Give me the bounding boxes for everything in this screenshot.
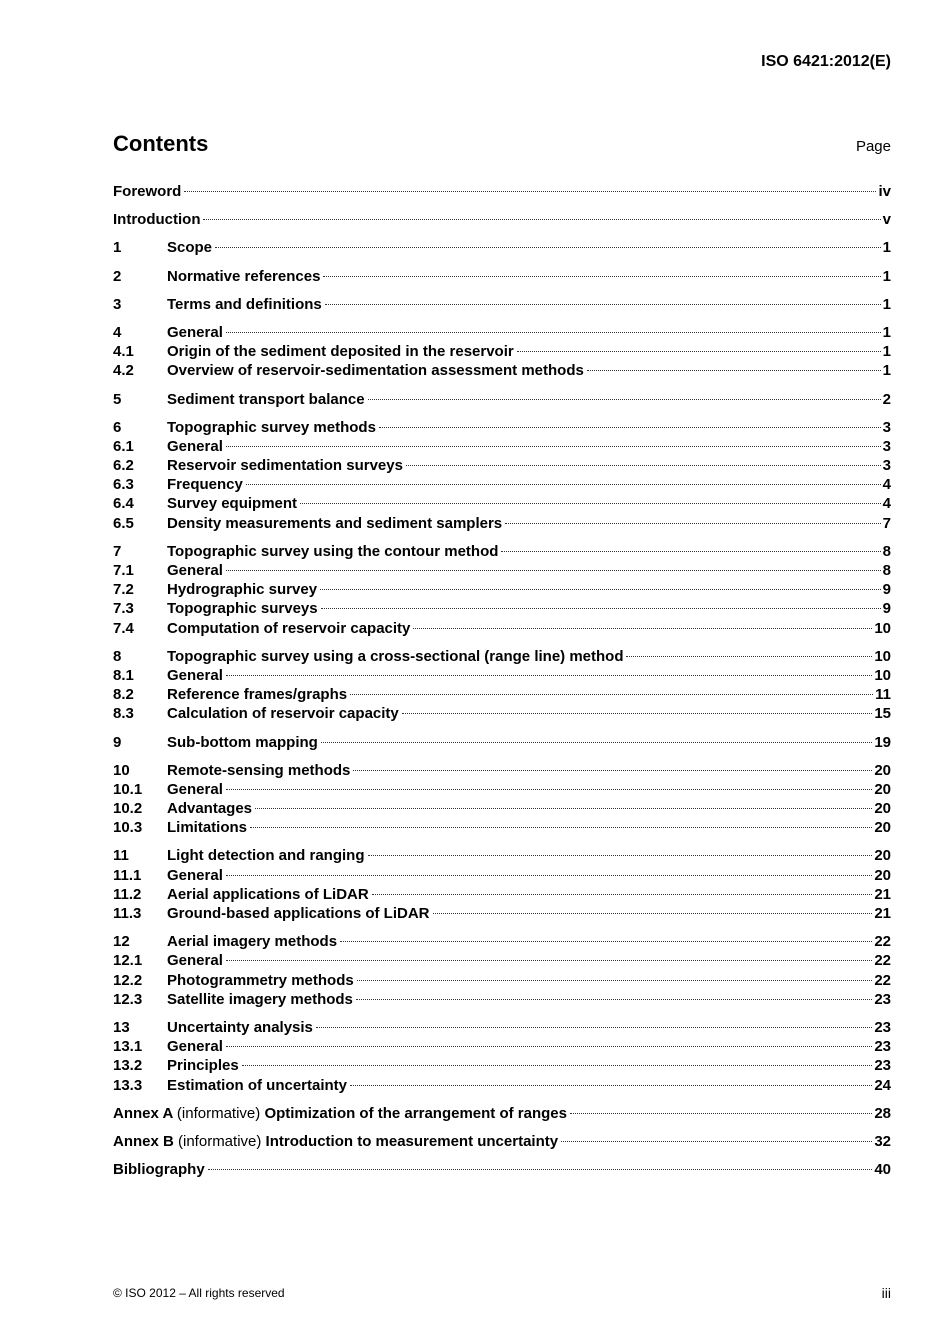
toc-entry-number: 7.3 — [113, 600, 134, 618]
toc-entry[interactable] — [113, 361, 891, 380]
toc-entry-title-text: Density measurements and sediment samplers — [167, 514, 503, 532]
dot-leader — [413, 628, 872, 629]
toc-entry-title-text: General — [167, 437, 223, 455]
toc-entry[interactable] — [113, 182, 891, 201]
toc-entry-title — [167, 418, 376, 437]
toc-group — [113, 295, 891, 314]
toc-entry-number: 8 — [113, 647, 122, 665]
toc-entry-title — [167, 475, 243, 494]
toc-entry-page: 11 — [875, 686, 891, 704]
toc-entry[interactable] — [113, 799, 891, 818]
toc-entry-subtitle: Introduction to measurement uncertainty — [265, 1132, 559, 1150]
toc-entry-title — [167, 761, 350, 780]
toc-entry[interactable] — [113, 846, 891, 865]
toc-entry-title-text: Estimation of uncertainty — [167, 1076, 348, 1094]
dot-leader — [226, 875, 872, 876]
toc-entry-number: 4.2 — [113, 362, 134, 380]
toc-entry-page: 4 — [882, 476, 891, 494]
page-title: Contents — [113, 131, 209, 156]
toc-entry-title-text: General — [167, 666, 223, 684]
toc-entry-title-text: General — [167, 323, 223, 341]
toc-entry[interactable] — [113, 599, 891, 618]
toc-entry-title-text: Annex B — [113, 1132, 174, 1150]
toc-entry-page: 20 — [874, 800, 891, 818]
toc-entry[interactable] — [113, 904, 891, 923]
toc-entry-title-text: Aerial imagery methods — [167, 933, 338, 951]
toc-entry[interactable] — [113, 647, 891, 666]
toc-entry[interactable] — [113, 666, 891, 685]
toc-entry[interactable] — [113, 542, 891, 561]
toc-group — [113, 1132, 891, 1151]
toc-entry[interactable] — [113, 866, 891, 885]
toc-entry-title-text: Uncertainty analysis — [167, 1018, 313, 1036]
dot-leader — [226, 960, 872, 961]
toc-group — [113, 418, 891, 533]
toc-entry-title — [167, 990, 353, 1009]
toc-entry-title — [167, 323, 223, 342]
toc-entry-page: 1 — [882, 323, 891, 341]
toc-entry[interactable] — [113, 780, 891, 799]
toc-entry[interactable] — [113, 818, 891, 837]
toc-entry-title — [167, 799, 252, 818]
dot-leader — [357, 980, 873, 981]
toc-entry-title — [167, 951, 223, 970]
toc-entry-page: 10 — [874, 619, 891, 637]
toc-entry-title-text: Annex A — [113, 1104, 173, 1122]
toc-entry-title — [167, 619, 410, 638]
toc-entry-title-text: Sediment transport balance — [167, 390, 365, 408]
toc-entry-title-text: Computation of reservoir capacity — [167, 619, 411, 637]
toc-entry-page: 19 — [874, 733, 891, 751]
toc-entry-title — [167, 932, 337, 951]
toc-entry-page: 1 — [882, 295, 891, 313]
toc-entry[interactable] — [113, 685, 891, 704]
toc-entry-number: 7.2 — [113, 581, 134, 599]
toc-entry-number: 12.3 — [113, 990, 143, 1008]
toc-entry-page: 8 — [882, 542, 891, 560]
dot-leader — [353, 770, 872, 771]
toc-entry[interactable] — [113, 761, 891, 780]
dot-leader — [250, 827, 872, 828]
toc-group — [113, 210, 891, 229]
toc-entry-title — [113, 1104, 567, 1123]
toc-entry-number: 12 — [113, 933, 130, 951]
toc-entry-number: 7.4 — [113, 619, 134, 637]
toc-entry-title — [167, 561, 223, 580]
toc-entry-title-text: Aerial applications of LiDAR — [167, 885, 369, 903]
toc-entry-title-text: Satellite imagery methods — [167, 990, 353, 1008]
toc-entry-title-text: General — [167, 952, 223, 970]
toc-entry[interactable] — [113, 1076, 891, 1095]
toc-entry-title-text: Photogrammetry methods — [167, 971, 354, 989]
toc-entry[interactable] — [113, 990, 891, 1009]
toc-group — [113, 182, 891, 201]
dot-leader — [626, 656, 872, 657]
toc-group — [113, 238, 891, 257]
dot-leader — [300, 503, 881, 504]
toc-entry-page: 4 — [882, 495, 891, 513]
dot-leader — [208, 1169, 873, 1170]
toc-entry[interactable] — [113, 514, 891, 533]
toc-entry-number: 7.1 — [113, 562, 134, 579]
toc-entry[interactable] — [113, 238, 891, 257]
toc-entry-title — [167, 542, 498, 561]
toc-entry[interactable] — [113, 932, 891, 951]
dot-leader — [368, 855, 873, 856]
toc-entry[interactable] — [113, 1132, 891, 1151]
dot-leader — [570, 1113, 872, 1114]
toc-entry-title — [167, 866, 223, 885]
toc-entry-number: 13 — [113, 1018, 130, 1036]
toc-entry-page: 32 — [874, 1132, 891, 1150]
toc-entry-number: 6.5 — [113, 514, 134, 532]
toc-entry-number: 13.3 — [113, 1076, 143, 1094]
toc-entry-title-text: General — [167, 780, 223, 798]
toc-entry-title — [167, 514, 502, 533]
toc-entry-title — [167, 456, 403, 475]
dot-leader — [406, 465, 881, 466]
toc-entry[interactable] — [113, 1056, 891, 1075]
toc-entry-page: 21 — [874, 885, 891, 903]
toc-entry-title — [167, 885, 369, 904]
toc-entry-page: 7 — [882, 514, 891, 532]
toc-entry[interactable] — [113, 418, 891, 437]
dot-leader — [517, 351, 881, 352]
toc-entry[interactable] — [113, 1104, 891, 1123]
toc-entry-number: 6.3 — [113, 476, 134, 494]
toc-entry-title-text: Hydrographic survey — [167, 581, 318, 599]
dot-leader — [226, 675, 872, 676]
toc-entry[interactable] — [113, 1018, 891, 1037]
dot-leader — [350, 1085, 872, 1086]
toc-entry-page: 1 — [882, 267, 891, 285]
dot-leader — [325, 304, 881, 305]
toc-entry-title-text: Topographic survey using the contour method — [167, 542, 499, 560]
toc-entry[interactable] — [113, 561, 891, 580]
toc-entry-page: 23 — [874, 1057, 891, 1075]
toc-entry-number: 7 — [113, 542, 122, 560]
toc-group — [113, 1104, 891, 1123]
toc-entry-page: iv — [878, 183, 891, 200]
dot-leader — [226, 1046, 872, 1047]
toc-entry[interactable] — [113, 971, 891, 990]
copyright-notice: © ISO 2012 – All rights reserved — [113, 1286, 285, 1300]
toc-entry-title — [167, 780, 223, 799]
toc-entry-title-text: Topographic survey using a cross-sectional (range line) method — [167, 647, 624, 665]
toc-entry-title-text: Scope — [167, 239, 213, 257]
page-column-label: Page — [855, 138, 891, 155]
toc-entry-page: 28 — [874, 1104, 891, 1122]
toc-entry-number: 11.3 — [113, 905, 142, 922]
toc-entry-page: 9 — [882, 581, 891, 599]
toc-group — [113, 323, 891, 381]
toc-entry-title — [167, 295, 322, 314]
toc-entry-title — [113, 210, 200, 229]
toc-entry-page: 22 — [874, 971, 891, 989]
dot-leader — [561, 1141, 872, 1142]
toc-entry-title-text: Reservoir sedimentation surveys — [167, 457, 403, 475]
toc-entry-title — [167, 1018, 313, 1037]
toc-entry[interactable] — [113, 1160, 891, 1179]
toc-group — [113, 1018, 891, 1095]
toc-entry-title — [167, 971, 354, 990]
toc-entry-page: 8 — [882, 562, 891, 579]
toc-entry[interactable] — [113, 580, 891, 599]
toc-entry[interactable] — [113, 323, 891, 342]
toc-entry-title-text: Introduction — [113, 211, 201, 229]
toc-entry-title — [167, 1076, 347, 1095]
toc-entry[interactable] — [113, 267, 891, 286]
toc-entry-note: (informative) — [176, 1104, 261, 1122]
toc-entry-number: 10.3 — [113, 819, 143, 837]
toc-entry-title — [167, 704, 399, 723]
toc-entry-title — [167, 361, 584, 380]
toc-entry-number: 11 — [113, 847, 129, 865]
toc-entry-title-text: General — [167, 562, 223, 579]
toc-entry-page: 23 — [874, 990, 891, 1008]
dot-leader — [242, 1065, 873, 1066]
toc-group — [113, 542, 891, 638]
toc-entry-title — [167, 267, 320, 286]
dot-leader — [368, 399, 881, 400]
toc-entry-number: 2 — [113, 267, 122, 285]
toc-entry[interactable] — [113, 619, 891, 638]
toc-entry-title — [167, 599, 318, 618]
toc-entry-number: 9 — [113, 733, 122, 751]
toc-entry-page: 15 — [874, 705, 891, 723]
toc-entry-number: 13.2 — [113, 1057, 143, 1075]
dot-leader — [203, 219, 880, 220]
dot-leader — [246, 484, 881, 485]
toc-entry-title-text: Remote-sensing methods — [167, 761, 351, 779]
toc-entry-title — [167, 580, 317, 599]
toc-entry-title — [167, 437, 223, 456]
toc-entry-note: (informative) — [178, 1132, 262, 1150]
toc-entry-title — [113, 1160, 205, 1179]
dot-leader — [356, 999, 872, 1000]
toc-entry-page: 1 — [882, 362, 891, 380]
toc-entry-title-text: Overview of reservoir-sedimentation assessment methods — [167, 362, 584, 380]
toc-group — [113, 846, 891, 923]
toc-entry-title — [167, 685, 347, 704]
toc-entry-page: 23 — [874, 1038, 891, 1056]
toc-entry[interactable] — [113, 951, 891, 970]
toc-entry-number: 8.1 — [113, 666, 134, 684]
dot-leader — [226, 570, 881, 571]
toc-entry-page: 1 — [882, 239, 891, 257]
dot-leader — [226, 446, 881, 447]
toc-entry-number: 3 — [113, 295, 122, 313]
dot-leader — [321, 608, 881, 609]
dot-leader — [433, 913, 873, 914]
toc-entry-number: 10 — [113, 761, 130, 779]
toc-entry[interactable] — [113, 342, 891, 361]
dot-leader — [587, 370, 881, 371]
toc-entry-page: 3 — [882, 457, 891, 475]
toc-entry-page: 21 — [874, 905, 891, 922]
toc-entry[interactable] — [113, 475, 891, 494]
toc-entry-title — [167, 818, 247, 837]
toc-entry-title-text: Light detection and ranging — [167, 847, 365, 865]
toc-entry-title — [167, 390, 365, 409]
toc-entry-title — [167, 647, 623, 666]
toc-entry-page: 10 — [874, 666, 891, 684]
toc-entry-title-text: Ground-based applications of LiDAR — [167, 905, 430, 922]
toc-entry-number: 6.4 — [113, 495, 134, 513]
toc-entry-page: 10 — [874, 647, 891, 665]
toc-entry-title-text: Reference frames/graphs — [167, 686, 348, 704]
toc-entry-page: 20 — [874, 761, 891, 779]
dot-leader — [505, 523, 881, 524]
toc-entry-number: 11.2 — [113, 885, 142, 903]
toc-entry-title-text: Frequency — [167, 476, 243, 494]
toc-entry-title — [167, 733, 318, 752]
toc-entry-number: 5 — [113, 390, 122, 408]
toc-entry-title-text: Survey equipment — [167, 495, 298, 513]
toc-entry-number: 8.2 — [113, 686, 134, 704]
toc-group — [113, 932, 891, 1009]
dot-leader — [402, 713, 873, 714]
page-number: iii — [881, 1285, 891, 1301]
toc-entry-page: 23 — [874, 1018, 891, 1036]
toc-entry[interactable] — [113, 437, 891, 456]
toc-entry-title-text: Topographic survey methods — [167, 418, 376, 436]
toc-entry-page: 20 — [874, 866, 891, 884]
toc-entry-number: 12.1 — [113, 952, 143, 970]
dot-leader — [340, 941, 872, 942]
toc-entry-page: 1 — [882, 343, 891, 361]
dot-leader — [226, 332, 881, 333]
dot-leader — [316, 1027, 872, 1028]
toc-entry[interactable] — [113, 494, 891, 513]
toc-entry-page: 20 — [874, 847, 891, 865]
toc-entry-page: 9 — [882, 600, 891, 618]
toc-entry-title — [167, 238, 212, 257]
toc-entry-title — [167, 666, 223, 685]
toc-entry-title — [167, 1056, 239, 1075]
toc-entry-title — [113, 182, 181, 201]
toc-entry[interactable] — [113, 210, 891, 229]
toc-entry-page: 2 — [882, 390, 891, 408]
toc-entry[interactable] — [113, 704, 891, 723]
toc-group — [113, 733, 891, 752]
toc-entry-title-text: Normative references — [167, 267, 321, 285]
toc-entry-number: 10.1 — [113, 780, 143, 798]
toc-entry-number: 13.1 — [113, 1038, 143, 1056]
toc-group — [113, 647, 891, 724]
dot-leader — [501, 551, 880, 552]
toc-entry-page: 3 — [882, 418, 891, 436]
toc-entry-title-text: Terms and definitions — [167, 295, 322, 313]
toc-entry[interactable] — [113, 1037, 891, 1056]
toc-entry-title-text: Bibliography — [113, 1161, 205, 1179]
toc-entry-title-text: Topographic surveys — [167, 600, 318, 618]
toc-entry-page: 24 — [874, 1076, 891, 1094]
toc-entry-title-text: Principles — [167, 1057, 239, 1075]
toc-entry-title — [113, 1132, 558, 1151]
dot-leader — [323, 276, 880, 277]
toc-entry[interactable] — [113, 295, 891, 314]
toc-entry-title — [167, 904, 430, 923]
toc-entry-title-text: General — [167, 1038, 223, 1056]
toc-entry-title — [167, 846, 365, 865]
dot-leader — [184, 191, 876, 192]
toc-entry-number: 6.2 — [113, 457, 134, 475]
dot-leader — [379, 427, 881, 428]
toc-entry-title-text: Limitations — [167, 819, 248, 837]
toc-group — [113, 761, 891, 838]
toc-entry-page: 20 — [874, 819, 891, 837]
dot-leader — [321, 742, 873, 743]
toc-entry-page: 22 — [874, 952, 891, 970]
toc-entry-number: 4 — [113, 323, 122, 341]
dot-leader — [226, 789, 872, 790]
toc-entry-number: 11.1 — [113, 866, 142, 884]
toc-entry[interactable] — [113, 733, 891, 752]
toc-entry-number: 1 — [113, 239, 122, 257]
dot-leader — [320, 589, 881, 590]
toc-entry[interactable] — [113, 885, 891, 904]
toc-entry-subtitle: Optimization of the arrangement of ranges — [264, 1104, 567, 1122]
toc-entry-number: 6.1 — [113, 437, 134, 455]
toc-entry-title-text: General — [167, 866, 223, 884]
toc-entry[interactable] — [113, 456, 891, 475]
toc-entry[interactable] — [113, 390, 891, 409]
toc-entry-title-text: Advantages — [167, 800, 253, 818]
toc-entry-number: 4.1 — [113, 343, 134, 361]
toc-entry-title — [167, 1037, 223, 1056]
toc-entry-title-text: Foreword — [113, 183, 182, 200]
toc-entry-page: 3 — [882, 437, 891, 455]
toc-entry-page: 22 — [874, 933, 891, 951]
toc-entry-number: 10.2 — [113, 800, 143, 818]
toc-entry-page: 20 — [874, 780, 891, 798]
toc-group — [113, 390, 891, 409]
toc-entry-title-text: Origin of the sediment deposited in the reservoir — [167, 343, 514, 361]
toc-entry-title-text: Calculation of reservoir capacity — [167, 705, 399, 723]
dot-leader — [215, 247, 881, 248]
toc-entry-title — [167, 494, 297, 513]
toc-entry-page: 40 — [874, 1161, 891, 1179]
dot-leader — [255, 808, 872, 809]
toc-entry-number: 6 — [113, 418, 122, 436]
toc-group — [113, 1160, 891, 1179]
toc-entry-number: 8.3 — [113, 705, 134, 723]
toc-group — [113, 267, 891, 286]
toc-entry-title-text: Sub-bottom mapping — [167, 733, 318, 751]
toc-entry-number: 12.2 — [113, 971, 143, 989]
toc-entry-page: v — [882, 211, 891, 229]
dot-leader — [350, 694, 873, 695]
table-of-contents — [113, 182, 891, 1188]
dot-leader — [372, 894, 873, 895]
document-id: ISO 6421:2012(E) — [761, 53, 891, 70]
toc-entry-title — [167, 342, 514, 361]
